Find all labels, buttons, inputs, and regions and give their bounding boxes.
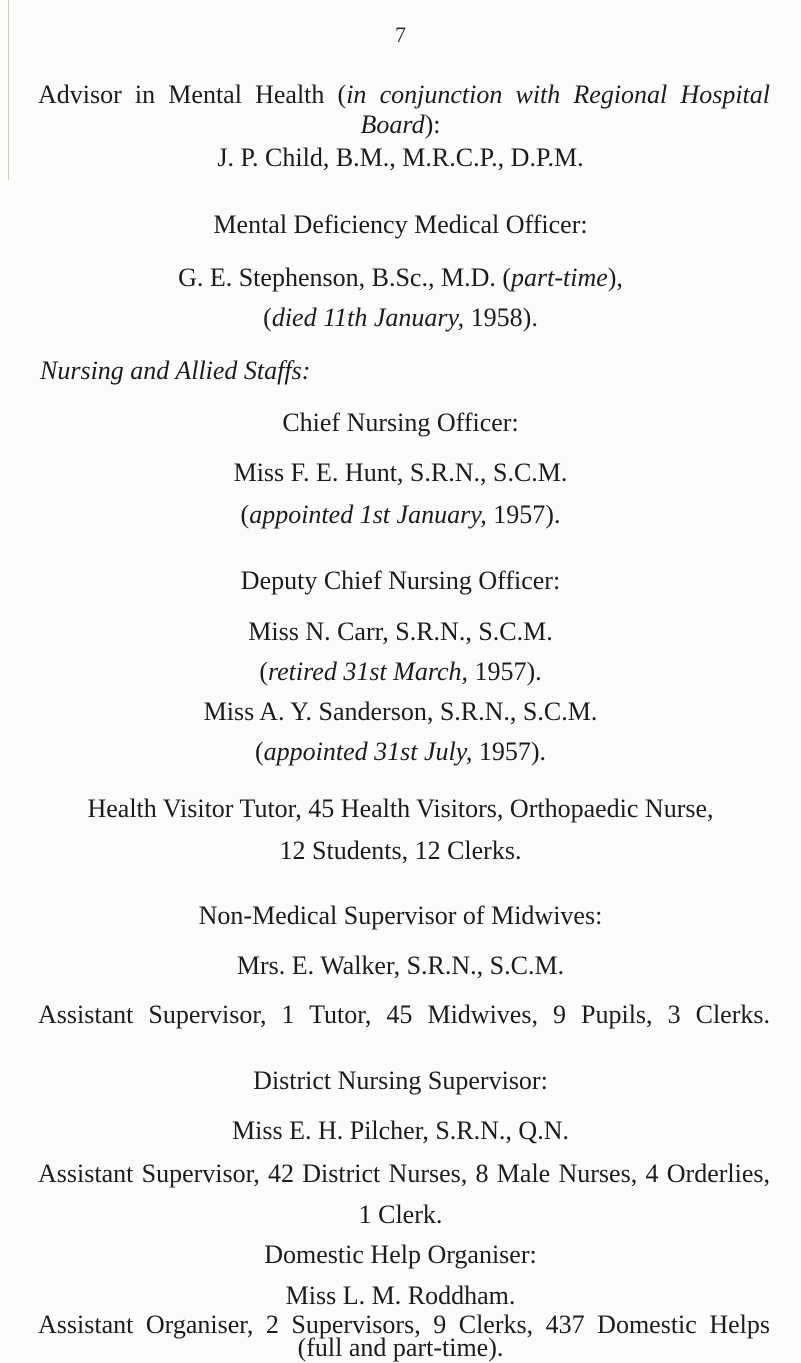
health-visitor-line-1: Health Visitor Tutor, 45 Health Visitors, Orthopaedic Nurse, <box>87 794 714 823</box>
deputy-nursing-name-2: Miss A. Y. Sanderson, S.R.N., S.C.M. <box>203 697 598 726</box>
health-visitor-line-2: 12 Students, 12 Clerks. <box>279 836 522 865</box>
advisor-name: J. P. Child, B.M., M.R.C.P., D.P.M. <box>217 143 584 172</box>
midwives-staff: Assistant Supervisor, 1 Tutor, 45 Midwives, 9 Pupils, 3 Clerks. <box>38 1000 770 1029</box>
advisor-heading-line2: Board): <box>360 110 441 139</box>
district-nursing-staff-line-1: Assistant Supervisor, 42 District Nurses, 8 Male Nurses, 4 Orderlies, <box>38 1159 770 1188</box>
deputy-nursing-name-1: Miss N. Carr, S.R.N., S.C.M. <box>248 617 553 646</box>
domestic-help-staff-line-1: Assistant Organiser, 2 Supervisors, 9 Clerks, 437 Domestic Helps <box>38 1310 770 1339</box>
mental-deficiency-name: G. E. Stephenson, B.Sc., M.D. (part-time), <box>178 263 623 292</box>
chief-nursing-title: Chief Nursing Officer: <box>282 408 519 437</box>
mental-deficiency-title: Mental Deficiency Medical Officer: <box>213 210 588 239</box>
domestic-help-staff-line-2: (full and part-time). <box>297 1333 504 1362</box>
midwives-title: Non-Medical Supervisor of Midwives: <box>198 901 603 930</box>
district-nursing-name: Miss E. H. Pilcher, S.R.N., Q.N. <box>232 1116 569 1145</box>
deputy-nursing-note-1: (retired 31st March, 1957). <box>259 657 542 686</box>
nursing-section-heading: Nursing and Allied Staffs: <box>40 356 311 385</box>
chief-nursing-name: Miss F. E. Hunt, S.R.N., S.C.M. <box>233 458 568 487</box>
district-nursing-title: District Nursing Supervisor: <box>253 1066 548 1095</box>
advisor-heading-line1: Advisor in Mental Health (in conjunction with Regional Hospital <box>38 80 770 109</box>
midwives-name: Mrs. E. Walker, S.R.N., S.C.M. <box>236 951 565 980</box>
mental-deficiency-note: (died 11th January, 1958). <box>263 303 538 332</box>
domestic-help-title: Domestic Help Organiser: <box>264 1240 537 1269</box>
deputy-nursing-title: Deputy Chief Nursing Officer: <box>240 566 561 595</box>
deputy-nursing-note-2: (appointed 31st July, 1957). <box>254 737 547 766</box>
domestic-help-name: Miss L. M. Roddham. <box>285 1281 516 1310</box>
district-nursing-staff-line-2: 1 Clerk. <box>358 1200 443 1229</box>
chief-nursing-note: (appointed 1st January, 1957). <box>240 500 561 529</box>
page-number: 7 <box>395 22 406 47</box>
